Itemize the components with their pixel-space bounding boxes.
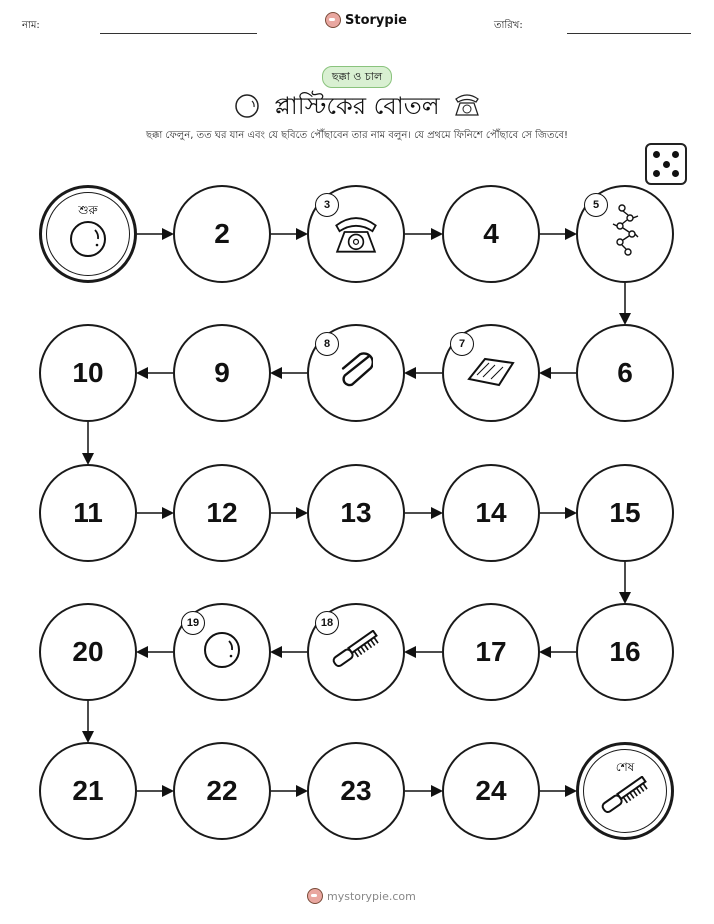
number-cell bbox=[576, 603, 674, 701]
number-cell bbox=[442, 603, 540, 701]
picture-cell bbox=[307, 324, 405, 422]
footer-url: mystorypie.com bbox=[327, 889, 416, 903]
game-type-badge: ছক্কা ও চাল bbox=[322, 66, 392, 88]
molecule-icon bbox=[610, 204, 640, 264]
cell-number: 13 bbox=[340, 497, 372, 528]
end-label: শেষ bbox=[615, 760, 635, 774]
number-cell bbox=[39, 603, 137, 701]
number-cell bbox=[39, 742, 137, 840]
instructions: ছক্কা ফেলুন, তত ঘর যান এবং যে ছবিতে পৌঁছাবেন তার নাম বলুন। যে প্রথমে ফিনিশে পৌঁছাবে সে জিতবে! bbox=[145, 130, 569, 141]
number-cell bbox=[307, 742, 405, 840]
paperclip-icon bbox=[339, 345, 373, 401]
cell-number: 24 bbox=[475, 775, 507, 806]
plastic-wrap-icon bbox=[465, 353, 517, 393]
cell-number-chip: 8 bbox=[315, 332, 339, 356]
page-title: প্লাস্টিকের বোতল bbox=[274, 92, 440, 120]
bubble-icon bbox=[68, 219, 108, 263]
cell-number: 9 bbox=[214, 357, 230, 388]
end-cell bbox=[576, 742, 674, 840]
cell-number: 11 bbox=[73, 497, 103, 528]
cell-number: 23 bbox=[340, 775, 372, 806]
cell-number: 14 bbox=[475, 497, 507, 528]
cell-number: 15 bbox=[609, 497, 641, 528]
brand-name: Storypie bbox=[345, 12, 407, 28]
picture-cell bbox=[307, 603, 405, 701]
cell-number: 20 bbox=[72, 636, 104, 667]
cell-number-chip: 18 bbox=[315, 611, 339, 635]
cell-number: 10 bbox=[72, 357, 104, 388]
cell-number: 22 bbox=[206, 775, 238, 806]
number-cell bbox=[576, 464, 674, 562]
cell-number-chip: 5 bbox=[584, 193, 608, 217]
comb-icon bbox=[598, 776, 652, 820]
picture-cell bbox=[442, 324, 540, 422]
number-cell bbox=[173, 464, 271, 562]
number-cell bbox=[307, 464, 405, 562]
telephone-icon bbox=[331, 209, 381, 259]
picture-cell bbox=[576, 185, 674, 283]
name-label: নাম: bbox=[22, 20, 40, 31]
date-label: তারিখ: bbox=[494, 20, 523, 31]
number-cell bbox=[39, 324, 137, 422]
picture-cell bbox=[173, 603, 271, 701]
cell-number: 2 bbox=[214, 218, 230, 249]
number-cell bbox=[173, 324, 271, 422]
cell-number: 16 bbox=[609, 636, 641, 667]
bear-logo-icon bbox=[307, 888, 323, 904]
number-cell bbox=[173, 185, 271, 283]
number-cell bbox=[442, 185, 540, 283]
number-cell bbox=[442, 742, 540, 840]
cell-number-chip: 7 bbox=[450, 332, 474, 356]
bubble-icon bbox=[202, 630, 242, 674]
cell-number-chip: 19 bbox=[181, 611, 205, 635]
cell-number: 4 bbox=[483, 218, 499, 249]
start-cell bbox=[39, 185, 137, 283]
picture-cell bbox=[307, 185, 405, 283]
number-cell bbox=[173, 742, 271, 840]
cell-number-chip: 3 bbox=[315, 193, 339, 217]
footer bbox=[307, 888, 416, 904]
number-cell bbox=[442, 464, 540, 562]
cell-number: 6 bbox=[617, 357, 633, 388]
number-cell bbox=[576, 324, 674, 422]
cell-number: 17 bbox=[475, 636, 507, 667]
number-cell bbox=[39, 464, 137, 562]
cell-number: 21 bbox=[72, 775, 104, 806]
start-label: শুরু bbox=[78, 203, 98, 217]
comb-icon bbox=[329, 630, 383, 674]
cell-number: 12 bbox=[206, 497, 238, 528]
